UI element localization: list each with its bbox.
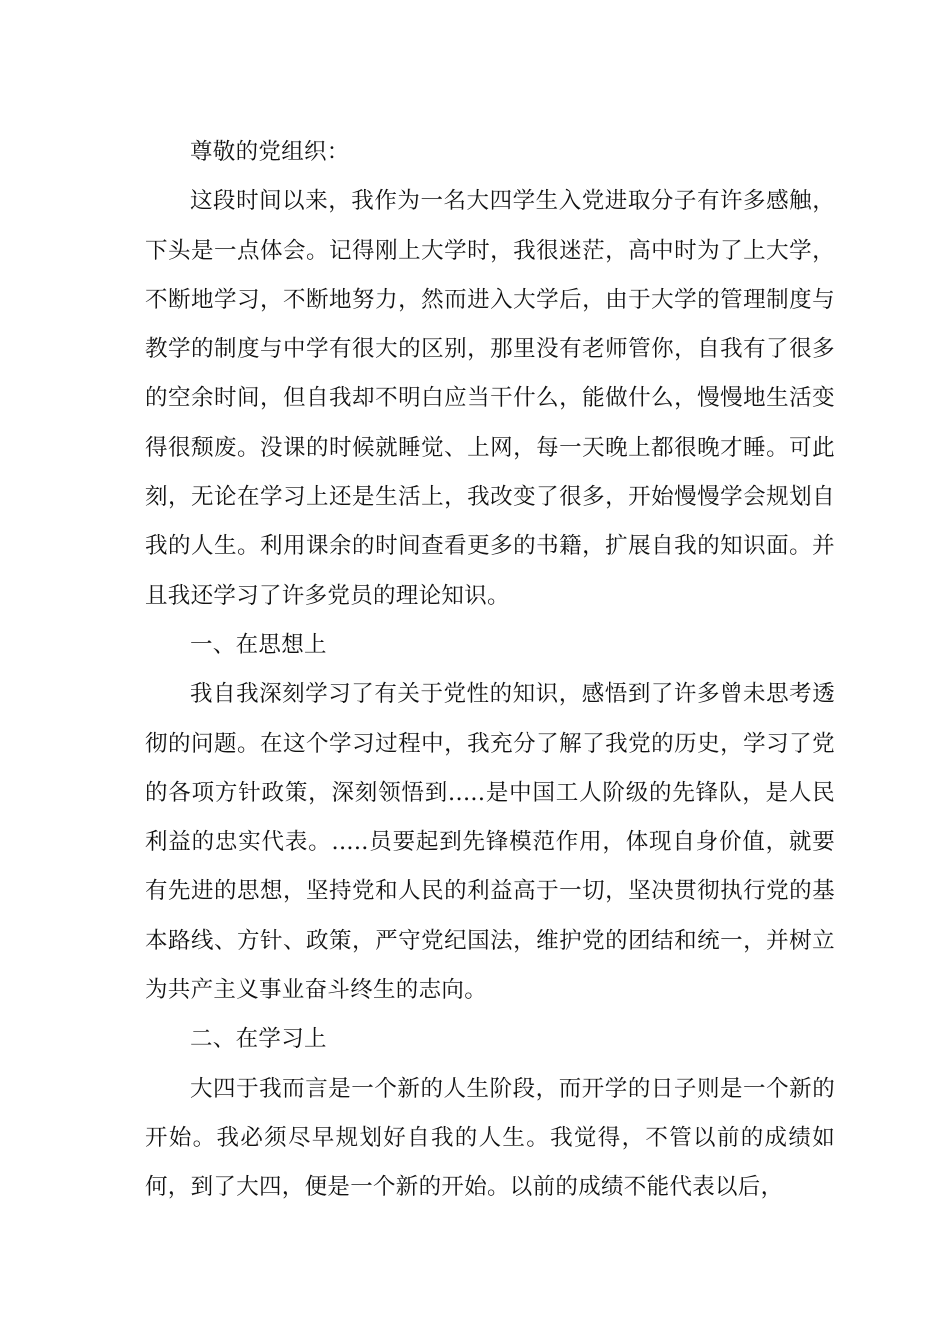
- intro-paragraph: 这段时间以来，我作为一名大四学生入党进取分子有许多感触，下头是一点体会。记得刚上大学时，我很迷茫，高中时为了上大学，不断地学习，不断地努力，然而进入大学后，由于大学的管理制度与教学的制度与中学有很大的区别，那里没有老师管你，自我有了很多的空余时间，但自我却不明白应当干什么，能做什么，慢慢地生活变得很颓废。没课的时候就睡觉、上网，每一天晚上都很晚才睡。可此刻，无论在学习上还是生活上，我改变了很多，开始慢慢学会规划自我的人生。利用课余的时间查看更多的书籍，扩展自我的知识面。并且我还学习了许多党员的理论知识。: [145, 188, 835, 609]
- thought-paragraph: 我自我深刻学习了有关于党性的知识，感悟到了许多曾未思考透彻的问题。在这个学习过程中，我充分了解了我党的历史，学习了党的各项方针政策，深刻领悟到.....是中国工人阶级的先锋队，是人民利益的忠实代表。.....员要起到先锋模范作用，体现自身价值，就要有先进的思想，坚持党和人民的利益高于一切，坚决贯彻执行党的基本路线、方针、政策，严守党纪国法，维护党的团结和统一，并树立为共产主义事业奋斗终生的志向。: [145, 681, 835, 1004]
- section-heading-study: 二、在学习上: [190, 1026, 327, 1053]
- section-heading-thought: 一、在思想上: [190, 631, 327, 658]
- study-paragraph: 大四于我而言是一个新的人生阶段，而开学的日子则是一个新的开始。我必须尽早规划好自我的人生。我觉得，不管以前的成绩如何，到了大四，便是一个新的开始。以前的成绩不能代表以后，: [145, 1075, 835, 1201]
- salutation: 尊敬的党组织：: [190, 139, 350, 165]
- document-body: [145, 128, 835, 1213]
